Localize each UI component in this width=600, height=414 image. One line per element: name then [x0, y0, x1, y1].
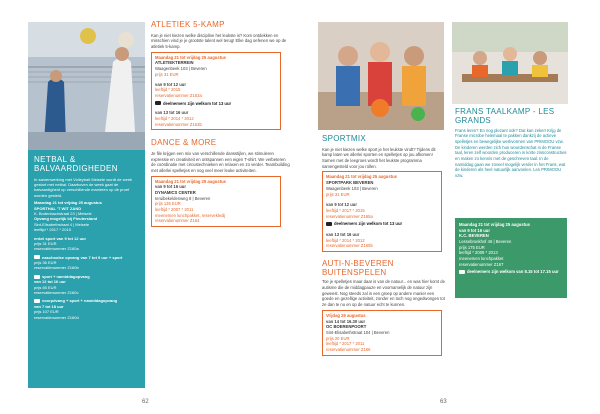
atletiek-price: prijs 31 EUR — [155, 71, 179, 77]
atletiek-address: Waagenbeek 103 | Beveren — [155, 66, 207, 72]
sportmix-age2: leeftijd * 2014 * 2012 — [326, 237, 365, 243]
sportmix-price: prijs 31 EUR — [326, 191, 350, 197]
atletiek-intro: Kan je niet kiezen welke discipline het leukste is? Kom ontdekken en misschien vind je je grootste talent wel terug! Elke dag oefenen we op de atletiek 5-kamp. — [151, 32, 287, 50]
autn-price: prijs 20 EUR — [326, 335, 350, 341]
sportmix-welcome: deelnemers zijn welkom tot 13 uur — [334, 221, 403, 227]
frans-time: van 9 tot 16 uur — [459, 227, 490, 233]
atletiek-time1: van 9 tot 12 uur — [155, 81, 186, 87]
autn-age: leeftijd * 2017 * 2011 — [326, 341, 365, 347]
dance-date: Maandag 21 tot vrijdag 25 augustus — [155, 178, 226, 184]
dance-extra: meenemen lunchpakket, reservekledij — [155, 212, 226, 218]
dance-title: DANCE & MORE — [151, 138, 217, 148]
netbal-part2-res: reservatienummer Z160b — [34, 265, 79, 271]
netbal-address: K. Bodenbachstraat 23 | Melsele — [34, 210, 92, 216]
netbal-part1-res: reservatienummer Z160a — [34, 246, 79, 252]
netbal-part3-time: van 12 tot 16 uur — [34, 279, 66, 285]
netbal-part2-price: prijs 36 EUR — [34, 260, 57, 266]
dance-price: prijs 136 EUR — [155, 201, 181, 207]
classroom-photo — [452, 22, 568, 104]
frans-location: K.C. BEVEREN — [459, 233, 489, 239]
frans-price: prijs 175 EUR — [459, 244, 485, 250]
autn-title-line1: AUTI-N-BEVEREN — [322, 258, 394, 268]
autn-location: OC BOERENPOORT — [326, 324, 367, 330]
atletiek-date: Maandag 21 tot vrijdag 25 augustus — [155, 54, 226, 60]
sportmix-res2: reservatienummer Z165b — [326, 243, 373, 249]
bus-icon — [459, 270, 465, 274]
frans-title — [455, 108, 567, 126]
frans-section — [455, 108, 567, 180]
autn-date: Vrijdag 25 augustus — [326, 312, 366, 318]
dance-box — [151, 176, 281, 227]
sportmix-section — [322, 134, 446, 356]
atletiek-section — [151, 20, 291, 227]
sportmix-address: Waagenbeek 103 | Beveren — [326, 185, 378, 191]
autn-intro: Toe je spelletjes maar daar is van de natuur... en was hier komt de autisme die de middagpauze en voornamelijk de natuur zijn geweest. Nog steeds zal in een groep op andere manier een goede en gezellige activiteit, zonder en toch nog ongedwongen tot ze dan te nu en op de natuur echt te kunnen. — [322, 279, 445, 308]
frans-welcome: deelnemers zijn welkom van 8.15 tot 17.15 uur — [467, 269, 559, 275]
frans-res: reservatienummer Z167 — [459, 261, 504, 267]
frans-date: Maandag 21 tot vrijdag 25 augustus — [459, 222, 530, 227]
frans-welcome-badge — [459, 269, 563, 275]
netbal-part4-time: van 7 tot 18 uur — [34, 303, 64, 309]
netbal-part1-title: enkel sport van 9 tot 12 uur — [34, 235, 87, 241]
netbal-intro: In samenwerking met Volleybalt Melsele wordt de week gestart met netbal. Daarboven de week gaat de balvaardigheid op verschillende manieren op de proef worden gesteld. — [34, 176, 133, 198]
sportmix-date: Maandag 21 tot vrijdag 25 augustus — [326, 174, 397, 180]
atletiek-time2: van 13 tot 16 uur — [155, 110, 189, 116]
frans-address: Lessebroekhof 46 | Beveren — [459, 239, 512, 245]
atletiek-box — [151, 52, 281, 130]
autn-time: van 14 tot 16.30 uur — [326, 318, 366, 324]
atletiek-res1: reservatienummer Z163a — [155, 92, 202, 98]
page-number-left: 62 — [142, 399, 149, 405]
bus-icon — [34, 275, 40, 279]
netbal-panel — [28, 150, 145, 388]
bus-icon — [34, 255, 40, 259]
netbal-date: Maandag 21 tot vrijdag 25 augustus — [34, 200, 102, 206]
autn-title — [322, 260, 446, 278]
sportmix-location: SPORTPARK BEVEREN — [326, 180, 374, 186]
atletiek-title: ATLETIEK 5-KAMP — [151, 20, 225, 29]
atletiek-age1: leeftijd * 2015 — [155, 87, 181, 93]
dance-location: DYNAMICS CENTER — [155, 190, 196, 196]
autn-res: reservatienummer Z166 — [326, 346, 371, 352]
sportmix-res1: reservatienummer Z165a — [326, 213, 373, 219]
netbal-part3-title: sport + namiddagopvang — [42, 273, 90, 279]
frans-title-line1: FRANS TAALKAMP - LES — [455, 107, 555, 116]
netbal-title — [34, 156, 139, 174]
bus-icon — [155, 101, 161, 105]
netbal-location: SPORTHAL 'T WIT ZAND — [34, 205, 82, 211]
netbal-part4-res: reservatienummer Z160d — [34, 314, 79, 320]
netbal-title-line2: BALVAARDIGHEDEN — [34, 163, 118, 173]
netbal-info — [34, 200, 139, 320]
page-number-right: 63 — [440, 399, 447, 405]
netbal-part4-title: voorpdvang + sport + namiddagopvang — [42, 298, 118, 304]
dance-intro: Je file krijgen een mix van verschillende dansstijlen, we stimuleren expressie en creativiteit en ontspannen een eigen T-shirt. We verbeteren de coördinatie met circustechnieken en relaxen en zo verder. Teambuilding met allerlei spelletjes en nog veel meer leuke activiteiten. — [151, 151, 290, 174]
kids-photo — [318, 22, 444, 130]
sportmix-age1: leeftijd * 2017 * 2015 — [326, 207, 365, 213]
atletiek-welcome: deelnemers zijn welkom tot 13 uur — [163, 100, 232, 106]
frans-box — [455, 218, 567, 298]
netbal-age: leeftijd * 2017 * 2015 — [34, 227, 71, 233]
frans-title-line2: GRANDS — [455, 115, 492, 125]
sportmix-time2: van 13 tot 16 uur — [326, 231, 360, 237]
autn-title-line2: BUITENSPELEN — [322, 267, 387, 277]
frans-extra: meenemen lunchpakket — [459, 256, 504, 262]
netbal-part4-price: prijs 107 EUR — [34, 309, 59, 315]
dance-age: leeftijd * 2007 * 2011 — [155, 207, 194, 213]
frans-age: leeftijd * 2009 * 2013 — [459, 250, 498, 256]
volleyball-photo — [28, 22, 145, 150]
netbal-part3-price: prijs 65 EUR — [34, 284, 57, 290]
netbal-opvang-address: Sint-Elisabethstraat 4 | Melsele — [34, 221, 90, 227]
atletiek-res2: reservatienummer Z163b — [155, 121, 202, 127]
frans-intro: Frans leren? En nog plezant ook? Dat kan zeker! Krijg de Franse microbe helemaal te pakken dankzij de actieve spelletjes en bewegelijke werkvormen van PRIMOOU vzw. De kinderen werden zich hun woordenschat in de Franse taal, leren zelf woorden produceren in korte zinsconstructies en maken zo kennis met de geschreven taal. In de namiddag gaan we zoveel mogelijk verder in het Frans, wat de kinderen als heel natuurlijk aanvoelen. Les PRIMOOU vzw. — [455, 127, 567, 178]
dance-address: Ieruibekeldenweg 8 | Beveren — [155, 195, 211, 201]
netbal-part3-res: reservatienummer Z160c — [34, 290, 79, 296]
netbal-part2-title: naschoolse opvang van 7 tot 9 uur + sport — [42, 254, 123, 260]
dance-res: reservatienummer Z164 — [155, 218, 200, 224]
netbal-part1-price: prijs 31 EUR — [34, 240, 57, 246]
autn-address: Sint-Elisabethstraat 104 | Beveren — [326, 329, 390, 335]
bus-icon — [326, 222, 332, 226]
atletiek-location: ATLETIEKTERREIN — [155, 60, 194, 66]
netbal-opvang: Opvang mogelijk bij Pleutersland — [34, 216, 98, 222]
sportmix-time1: van 9 tot 12 uur — [326, 202, 357, 208]
sportmix-box — [322, 171, 442, 251]
dance-time: van 9 tot 16 uur — [155, 184, 186, 190]
sportmix-intro: Kan je niet kiezen welke sport je het leukste vindt? Tijdens dit kamp laten we allerlei sporten en spelletjes op jou afkomen! Samen met de leegroes wordt het leukste programma samengesteld voor jou rollen. — [322, 146, 436, 169]
sportmix-title: SPORTMIX — [322, 134, 367, 143]
atletiek-age2: leeftijd * 2014 * 2012 — [155, 115, 194, 121]
netbal-title-line1: NETBAL & — [34, 155, 76, 164]
bus-icon — [34, 299, 40, 303]
autn-box — [322, 310, 442, 356]
